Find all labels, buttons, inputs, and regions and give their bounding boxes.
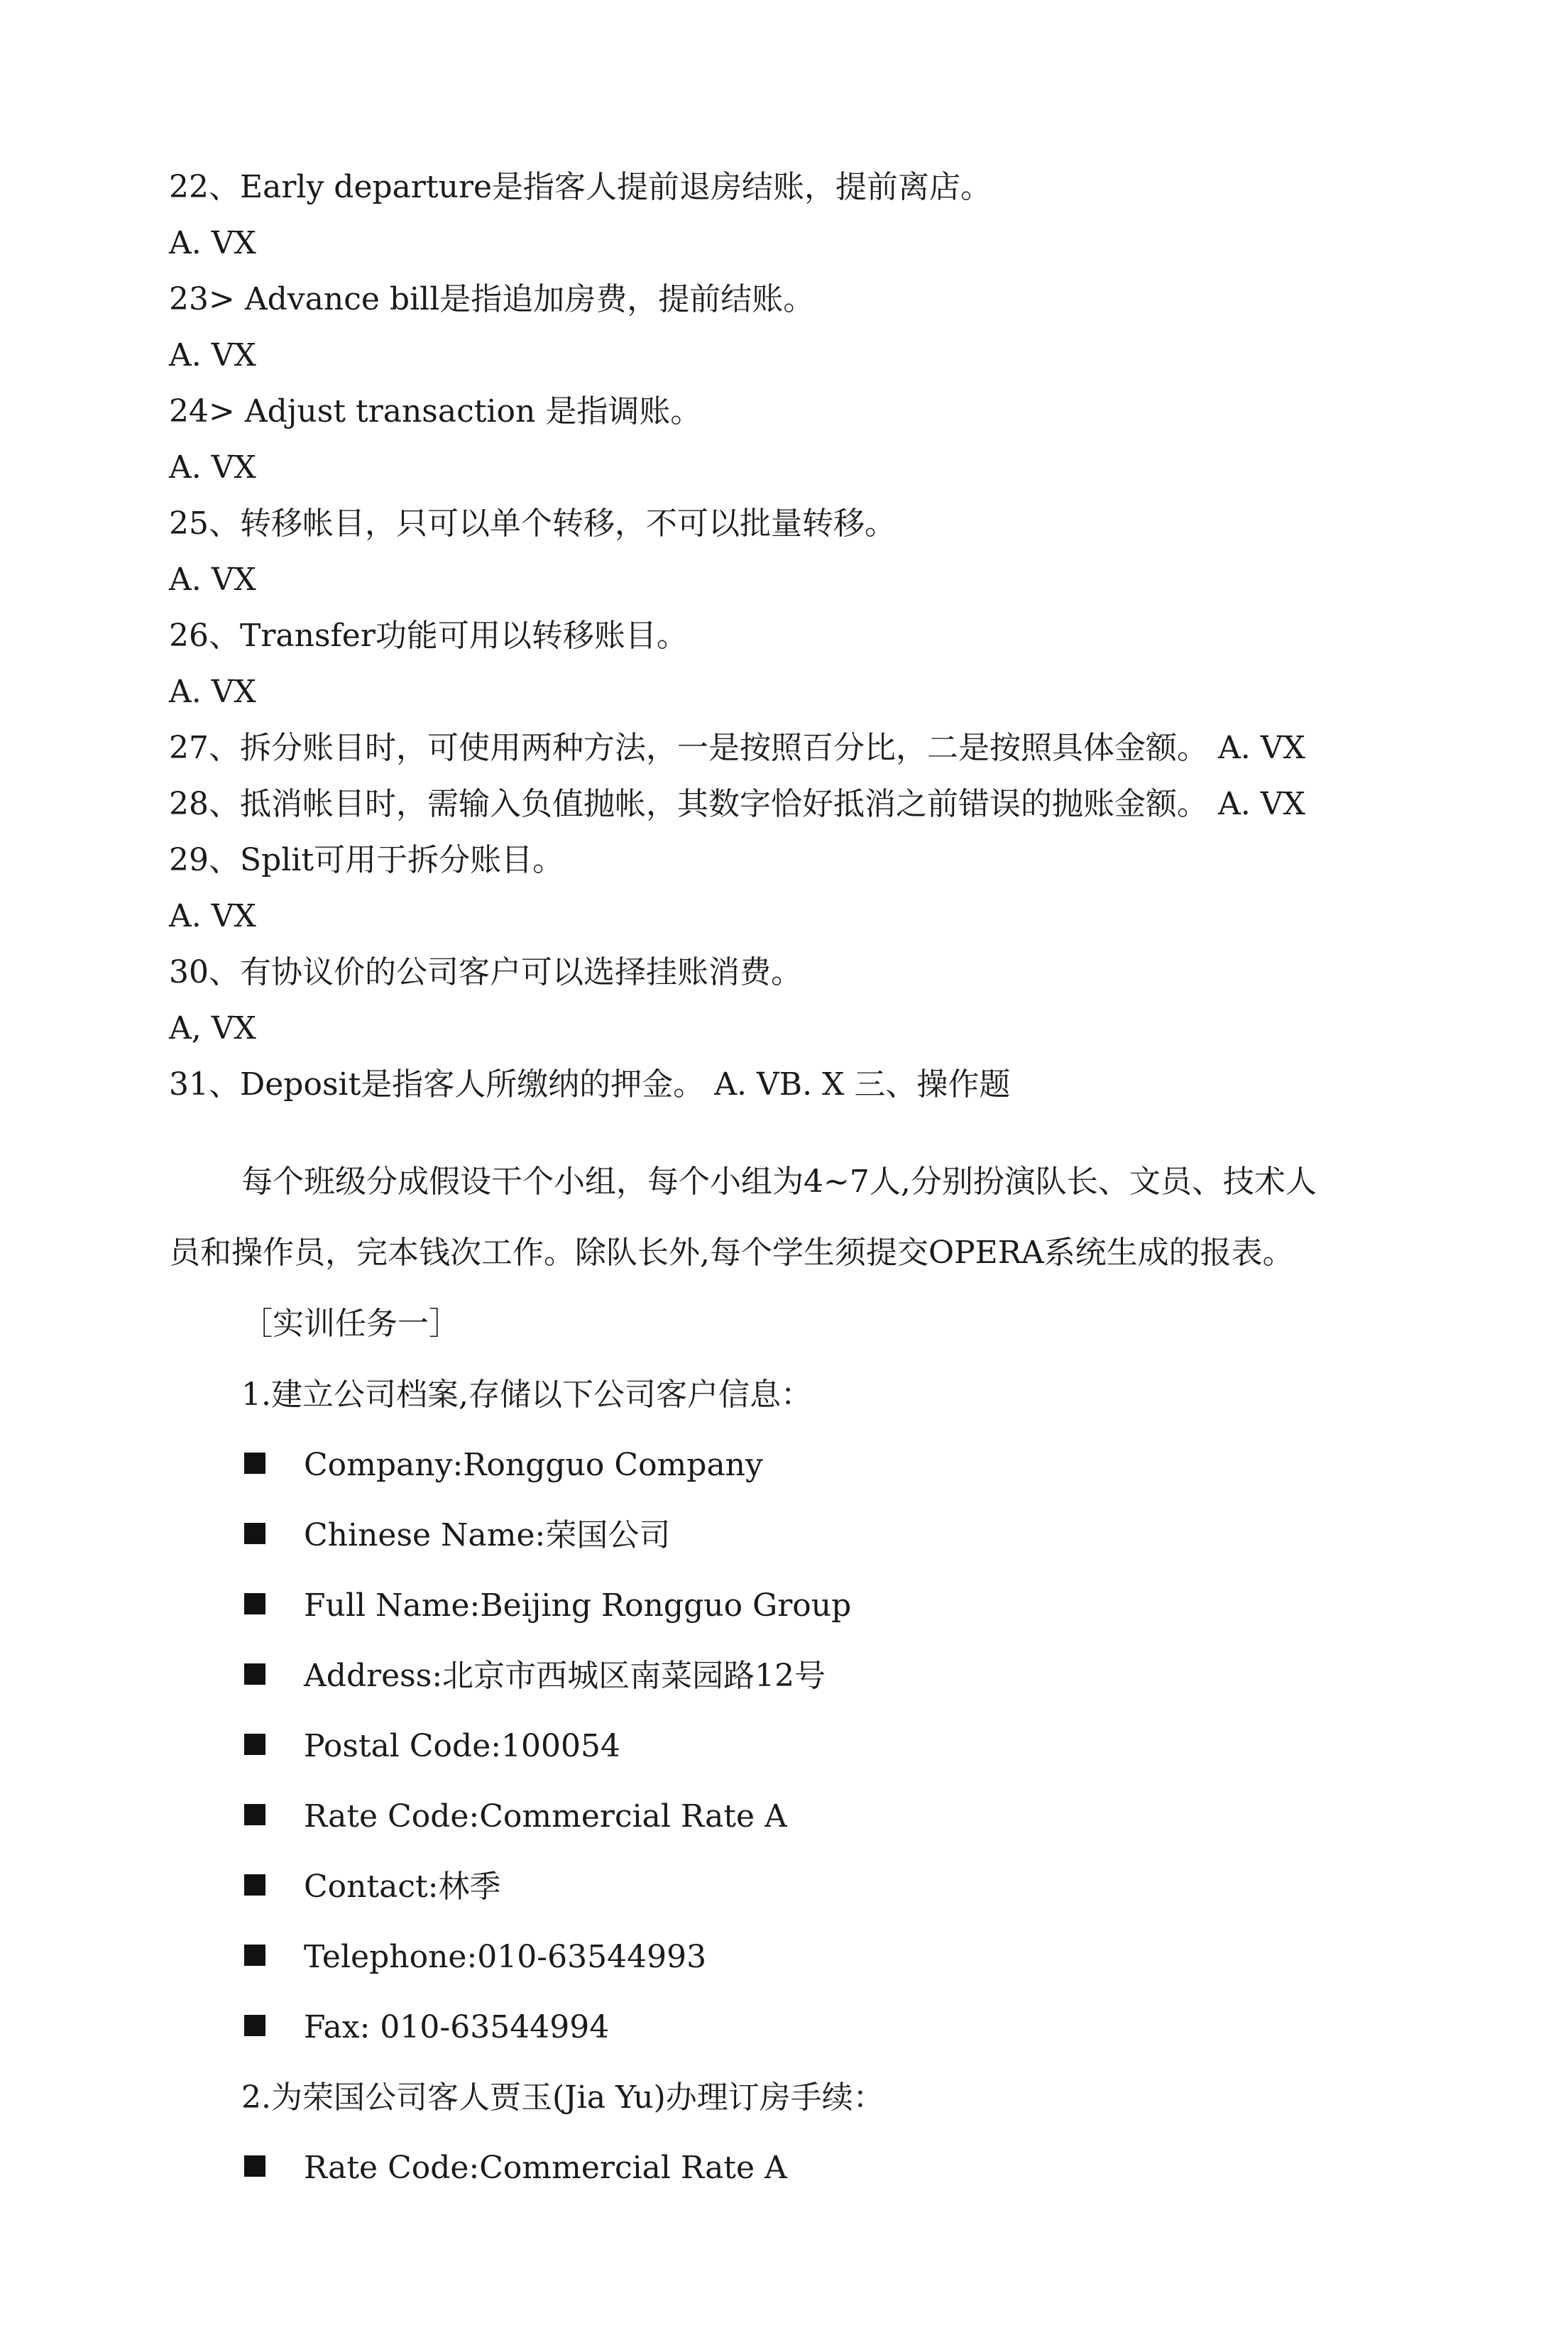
answer-25: A. VX <box>169 562 256 598</box>
question-29: 29、Split可用于拆分账目。 <box>169 842 564 878</box>
question-24: 24> Adjust transaction 是指调账。 <box>169 393 702 430</box>
company-field: Address:北京市西城区南菜园路12号 <box>304 1658 826 1694</box>
square-bullet-icon <box>244 2015 265 2036</box>
company-field: Telephone:010-63544993 <box>304 1939 707 1975</box>
answer-30: A, VX <box>169 1010 256 1046</box>
question-26: 26、Transfer功能可用以转移账目。 <box>169 618 688 654</box>
question-23: 23> Advance bill是指追加房费，提前结账。 <box>169 281 815 317</box>
company-field: Rate Code:Commercial Rate A <box>304 1798 787 1835</box>
intro-line-2: 员和操作员，完本钱次工作。除队长外,每个学生须提交OPERA系统生成的报表。 <box>169 1235 1294 1271</box>
square-bullet-icon <box>244 2155 265 2177</box>
company-field: Postal Code:100054 <box>304 1728 621 1764</box>
step-2-heading: 2.为荣国公司客人贾玉(Jia Yu)办理订房手续： <box>241 2079 884 2116</box>
company-field: Contact:林季 <box>304 1869 501 1905</box>
question-25: 25、转移帐目，只可以单个转移，不可以批量转移。 <box>169 505 896 542</box>
square-bullet-icon <box>244 1734 265 1755</box>
answer-29: A. VX <box>169 898 256 934</box>
booking-field: Rate Code:Commercial Rate A <box>304 2150 787 2186</box>
square-bullet-icon <box>244 1593 265 1614</box>
answer-26: A. VX <box>169 674 256 710</box>
square-bullet-icon <box>244 1453 265 1474</box>
question-28: 28、抵消帐目时，需输入负值抛帐，其数字恰好抵消之前错误的抛账金额。 A. VX <box>169 786 1305 822</box>
square-bullet-icon <box>244 1663 265 1685</box>
company-field: Full Name:Beijing Rongguo Group <box>304 1587 852 1624</box>
answer-24: A. VX <box>169 449 256 486</box>
question-31: 31、Deposit是指客人所缴纳的押金。 A. VB. X 三、操作题 <box>169 1066 1011 1103</box>
square-bullet-icon <box>244 1945 265 1966</box>
task-title: ［实训任务一］ <box>241 1306 460 1342</box>
step-1-heading: 1.建立公司档案,存储以下公司客户信息： <box>241 1377 812 1413</box>
company-field: Fax: 010-63544994 <box>304 2009 610 2045</box>
answer-22: A. VX <box>169 225 256 261</box>
square-bullet-icon <box>244 1874 265 1896</box>
question-30: 30、有协议价的公司客户可以选择挂账消费。 <box>169 954 802 990</box>
company-field: Company:Rongguo Company <box>304 1447 763 1483</box>
square-bullet-icon <box>244 1523 265 1544</box>
answer-23: A. VX <box>169 337 256 373</box>
square-bullet-icon <box>244 1804 265 1825</box>
intro-line-1: 每个班级分成假设干个小组，每个小组为4~7人,分别扮演队长、文员、技术人 <box>241 1164 1317 1200</box>
company-field: Chinese Name:荣国公司 <box>304 1517 671 1553</box>
question-27: 27、拆分账目时，可使用两种方法，一是按照百分比，二是按照具体金额。 A. VX <box>169 730 1305 766</box>
question-22: 22、Early departure是指客人提前退房结账，提前离店。 <box>169 169 992 205</box>
